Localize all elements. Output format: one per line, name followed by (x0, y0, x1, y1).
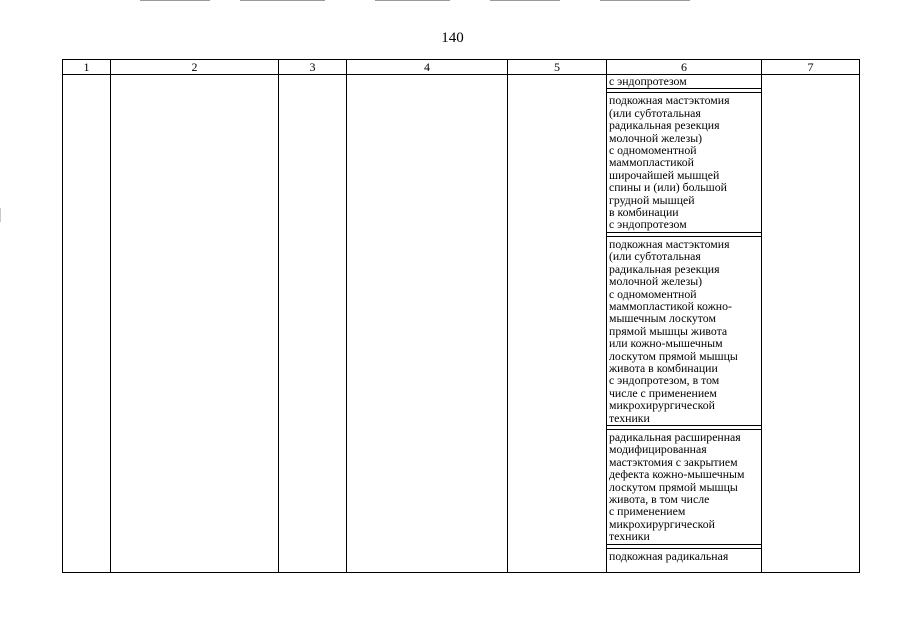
procedure-entry-text: подкожная радикальная (609, 548, 729, 563)
document-table (62, 59, 860, 573)
column-number-row (63, 60, 860, 75)
procedure-entry (607, 237, 762, 426)
column-header-1: 1 (63, 60, 111, 75)
procedure-entry (607, 549, 762, 563)
procedure-entry (607, 93, 762, 232)
procedure-entry (607, 430, 762, 545)
scan-edge-mark (0, 208, 1, 222)
column-header-3: 3 (279, 60, 347, 75)
column-header-5: 5 (508, 60, 607, 75)
column-2-cell (111, 75, 279, 573)
column-5-cell (508, 75, 607, 573)
column-header-4: 4 (347, 60, 508, 75)
procedure-entry-text: с эндопротезом (609, 74, 687, 88)
column-header-6: 6 (607, 60, 762, 75)
column-4-cell (347, 75, 508, 573)
table-body-row (63, 75, 860, 573)
column-header-2: 2 (111, 60, 279, 75)
column-6-cell (607, 75, 762, 573)
procedure-entry-text: подкожная мастэктомия (или субтотальная радикальная резекция молочной железы) с одномоментной маммопластикой широчайшей мышцей спины и (или) большой грудной мышцей в комбинации с эндопротезом (609, 93, 730, 232)
procedure-entry-text: радикальная расширенная модифицированная мастэктомия с закрытием дефекта кожно-мышечным лоскутом прямой мышцы живота, в том числе с применением микрохирургической техники (609, 429, 745, 544)
procedure-entry (607, 75, 762, 89)
scan-top-marks (0, 0, 905, 4)
column-header-7: 7 (762, 60, 860, 75)
procedure-entry-text: подкожная мастэктомия (или субтотальная радикальная резекция молочной железы) с одномоментной маммопластикой кожно- мышечным лоскутом прямой мышцы живота или кожно-мышечным лоскутом прямой мышцы живота в комбинации с эндопротезом, в том числе с применением микрохирургической техники (609, 236, 738, 425)
page-number: 140 (441, 30, 464, 46)
column-1-cell (63, 75, 111, 573)
column-3-cell (279, 75, 347, 573)
column-7-cell (762, 75, 860, 573)
